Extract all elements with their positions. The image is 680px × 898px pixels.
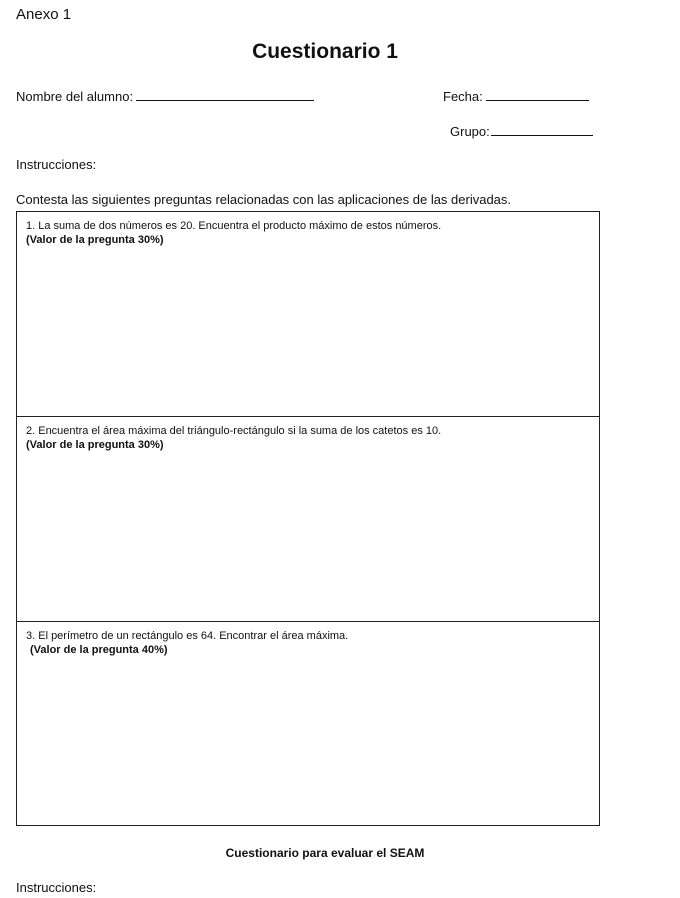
footer-instructions-label: Instrucciones:	[16, 880, 97, 895]
date-label: Fecha:	[443, 89, 483, 104]
group-field	[450, 123, 593, 139]
question-box-3[interactable]	[17, 622, 599, 825]
question-value: (Valor de la pregunta 30%)	[26, 234, 164, 246]
question-text: 1. La suma de dos números es 20. Encuentra el producto máximo de estos números.	[26, 220, 442, 232]
question-value: (Valor de la pregunta 30%)	[26, 439, 164, 451]
question-value: (Valor de la pregunta 40%)	[30, 644, 168, 656]
student-name-blank[interactable]	[136, 88, 314, 101]
question-box-1[interactable]	[17, 212, 599, 417]
instructions-text: Contesta las siguientes preguntas relacionadas con las aplicaciones de las derivadas.	[16, 192, 512, 207]
date-blank[interactable]	[486, 88, 589, 101]
student-name-field	[16, 88, 314, 104]
questions-table	[16, 211, 600, 826]
section-title: Cuestionario para evaluar el SEAM	[225, 846, 425, 860]
question-text: 3. El perímetro de un rectángulo es 64. Encontrar el área máxima.	[26, 630, 349, 642]
page-title: Cuestionario 1	[252, 40, 398, 63]
student-name-label: Nombre del alumno:	[16, 89, 134, 104]
date-field	[443, 88, 589, 104]
question-box-2[interactable]	[17, 417, 599, 622]
instructions-label: Instrucciones:	[16, 157, 97, 172]
group-label: Grupo:	[450, 124, 490, 139]
annex-label: Anexo 1	[16, 6, 72, 23]
group-blank[interactable]	[491, 123, 593, 136]
question-text: 2. Encuentra el área máxima del triángulo-rectángulo si la suma de los catetos es 10.	[26, 425, 442, 437]
